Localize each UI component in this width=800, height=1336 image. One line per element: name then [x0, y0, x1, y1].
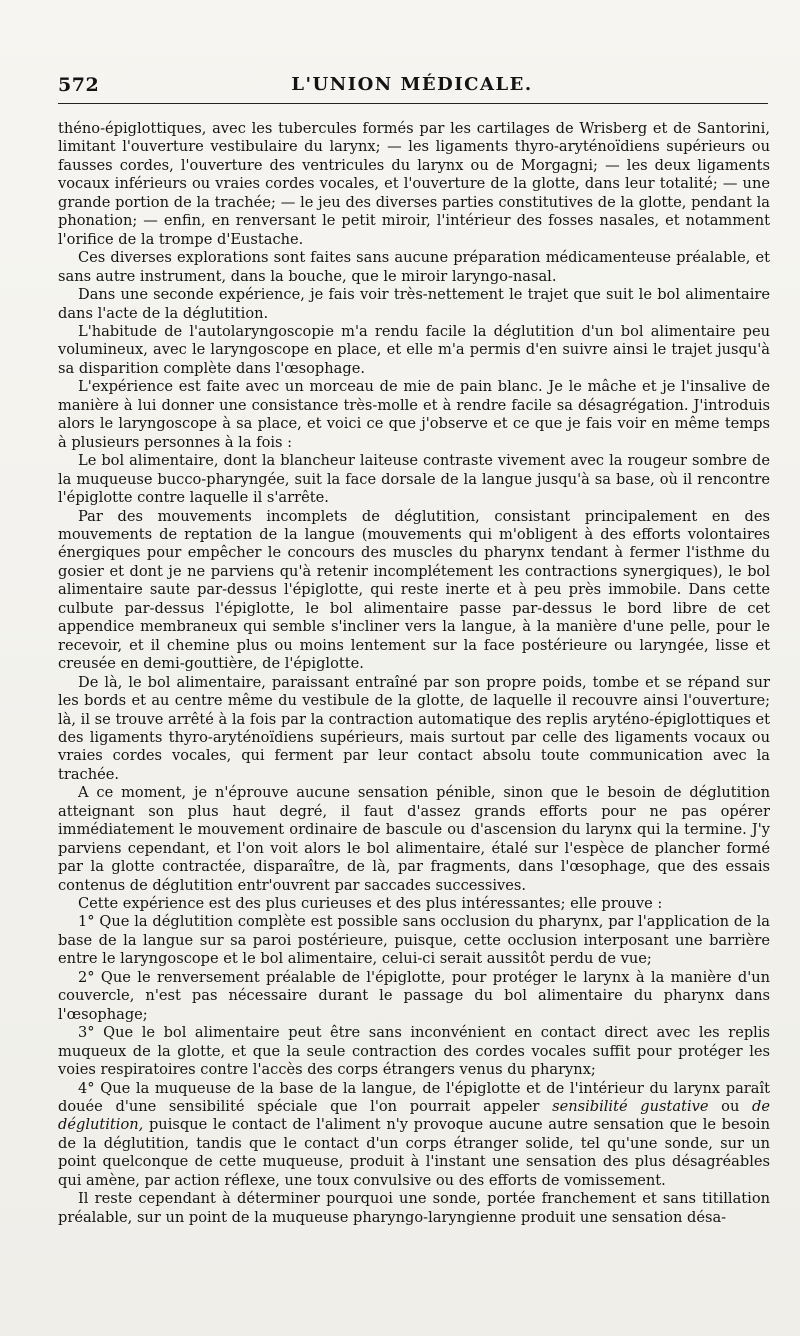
paragraph-text: 4° Que la muqueuse de la base de la langue, de l'épiglotte et de l'intérieur du larynx paraît douée d'une sensibilité spéciale que l'on pourrait appeler	[58, 1079, 770, 1116]
page-number: 572	[58, 74, 100, 96]
paragraph: théno-épiglottiques, avec les tubercules formés par les cartilages de Wrisberg et de Santorini, limitant l'ouverture vestibulaire du larynx; — les ligaments thyro-aryténoïdiens supérieurs ou fausses cordes, l'ouverture des ventricules du larynx ou de Morgagni; — les deux ligaments vocaux inférieurs ou vraies cordes vocales, et l'ouverture de la glotte, dans leur totalité; — une grande portion de la trachée; — le jeu des diverses parties constitutives de la glotte, pendant la phonation; — enfin, en renversant le petit miroir, l'intérieur des fosses nasales, et notamment l'orifice de la trompe d'Eustache.	[58, 120, 770, 248]
paragraph: Par des mouvements incomplets de déglutition, consistant principalement en des mouvements de reptation de la langue (mouvements qui m'obligent à des efforts volontaires énergiques pour empêcher le concours des muscles du pharynx tendant à fermer l'isthme du gosier et dont je ne parviens qu'à retenir incomplétement les contractions synergiques), le bol alimentaire saute par-dessus l'épiglotte, qui reste inerte et à peu près immobile. Dans cette culbute par-dessus l'épiglotte, le bol alimentaire passe par-dessus le bord libre de cet appendice membraneux qui semble s'incliner vers la langue, à la manière d'une pelle, pour le recevoir, et il chemine plus ou moins lentement sur la face postérieure ou laryngée, lisse et creusée en demi-gouttière, de l'épiglotte.	[58, 507, 770, 673]
paragraph: Il reste cependant à déterminer pourquoi une sonde, portée franchement et sans titillation préalable, sur un point de la muqueuse pharyngo-laryngienne produit une sensation désa-	[58, 1190, 770, 1226]
paragraph: L'habitude de l'autolaryngoscopie m'a rendu facile la déglutition d'un bol alimentaire peu volumineux, avec le laryngoscope en place, et elle m'a permis d'en suivre ainsi le trajet jusqu'à sa disparition complète dans l'œsophage.	[58, 322, 770, 377]
paragraph: Le bol alimentaire, dont la blancheur laiteuse contraste vivement avec la rougeur sombre de la muqueuse bucco-pharyngée, suit la face dorsale de la langue jusqu'à sa base, où il rencontre l'épiglotte contre laquelle il s'arrête.	[58, 452, 770, 507]
paragraph-text: ou	[708, 1098, 753, 1116]
journal-title: L'UNION MÉDICALE.	[291, 74, 533, 95]
paragraph: A ce moment, je n'éprouve aucune sensation pénible, sinon que le besoin de déglutition atteignant son plus haut degré, il faut d'assez grands efforts pour ne pas opérer immédiatement le mouvement ordinaire de bascule ou d'ascension du larynx qui la termine. J'y parviens cependant, et l'on voit alors le bol alimentaire, étalé sur l'espèce de plancher formé par la glotte contractée, disparaître, de là, par fragments, dans l'œsophage, que des essais contenus de déglutition entr'ouvrent par saccades successives.	[58, 784, 770, 894]
paragraph: De là, le bol alimentaire, paraissant entraîné par son propre poids, tombe et se répand sur les bords et au centre même du vestibule de la glotte, de laquelle il recouvre ainsi l'ouverture; là, il se trouve arrêté à la fois par la contraction automatique des replis aryténo-épiglottiques et des ligaments thyro-aryténoïdiens supérieurs, mais surtout par celle des ligaments vocaux ou vraies cordes vocales, qui ferment par leur contact absolu toute communication avec la trachée.	[58, 673, 770, 783]
paragraph: Cette expérience est des plus curieuses et des plus intéressantes; elle prouve :	[78, 895, 663, 913]
list-item	[58, 1080, 770, 1191]
italic-term: sensibilité gustative	[552, 1098, 709, 1116]
paragraph: L'expérience est faite avec un morceau de mie de pain blanc. Je le mâche et je l'insalive de manière à lui donner une consistance très-molle et à rendre facile sa désagrégation. J'introduis alors le laryngoscope à sa place, et voici ce que j'observe et ce que je fais voir en même temps à plusieurs personnes à la fois :	[58, 378, 770, 451]
paragraph-text: puisque le contact de l'aliment n'y provoque aucune autre sensation que le besoin de la déglutition, tandis que le contact d'un corps étranger solide, tel qu'une sonde, sur un point quelconque de cette muqueuse, produit à l'instant une sensation des plus désagréables qui amène, par action réflexe, une toux convulsive ou des efforts de vomissement.	[58, 1116, 770, 1189]
paragraph: Dans une seconde expérience, je fais voir très-nettement le trajet que suit le bol alimentaire dans l'acte de la déglutition.	[58, 286, 770, 322]
paragraph: Ces diverses explorations sont faites sans aucune préparation médicamenteuse préalable, et sans autre instrument, dans la bouche, que le miroir laryngo-nasal.	[58, 249, 770, 285]
header-rule	[58, 103, 768, 104]
list-item: 3° Que le bol alimentaire peut être sans inconvénient en contact direct avec les replis muqueux de la glotte, et que la seule contraction des cordes vocales suffit pour protéger les voies respiratoires contre l'accès des corps étrangers venus du pharynx;	[58, 1024, 770, 1079]
body-text	[58, 120, 770, 1227]
list-item: 1° Que la déglutition complète est possible sans occlusion du pharynx, par l'application de la base de la langue sur sa paroi postérieure, puisque, cette occlusion interposant une barrière entre le laryngoscope et le bol alimentaire, celui-ci serait aussitôt perdu de vue;	[58, 913, 770, 968]
running-header	[58, 74, 766, 100]
italic-term: de déglutition,	[58, 1098, 771, 1134]
list-item: 2° Que le renversement préalable de l'épiglotte, pour protéger le larynx à la manière d'un couvercle, n'est pas nécessaire durant le passage du bol alimentaire du pharynx dans l'œsophage;	[58, 968, 770, 1023]
